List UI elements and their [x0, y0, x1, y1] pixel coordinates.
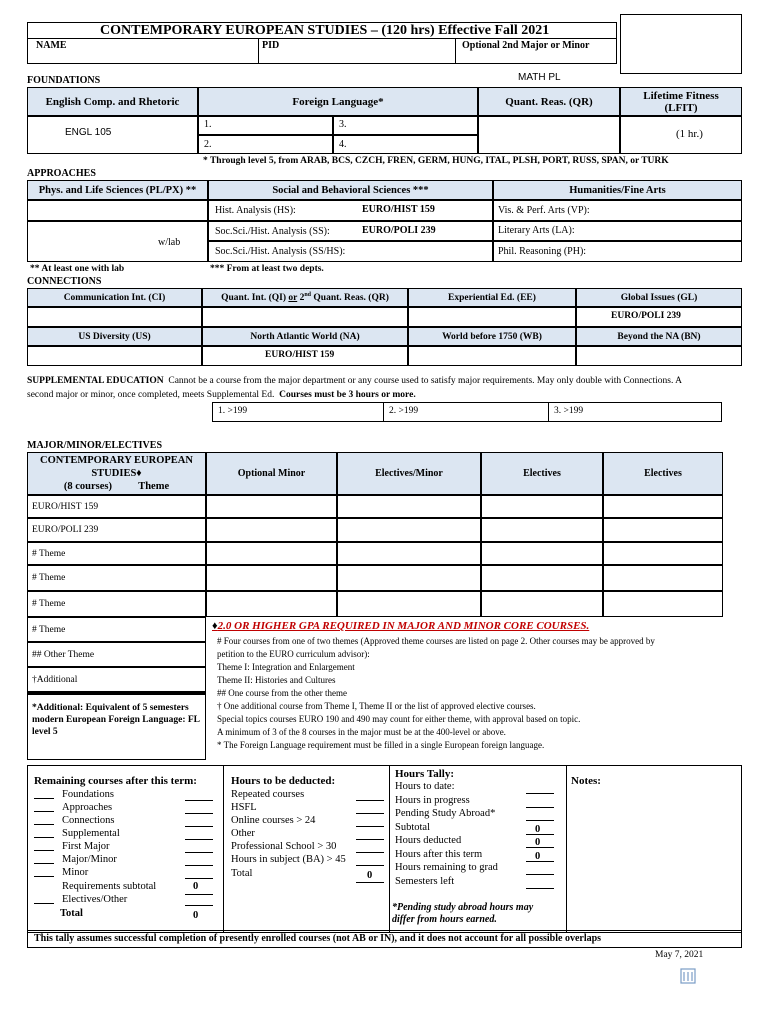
- hours-item: Hours deducted: [395, 835, 462, 846]
- gpa-note: ♦2.0 OR HIGHER GPA REQUIRED IN MAJOR AND MINOR CORE COURSES.: [212, 620, 590, 632]
- ss-label: Soc.Sci./Hist. Analysis (SS):: [215, 226, 330, 237]
- lfit-hours: (1 hr.): [676, 128, 703, 140]
- page-title: CONTEMPORARY EUROPEAN STUDIES – (120 hrs) Effective Fall 2021: [100, 23, 550, 38]
- supp-slot-3[interactable]: 3. >199: [554, 406, 584, 416]
- pending-note-2: differ from hours earned.: [392, 914, 497, 925]
- bn-header: Beyond the NA (BN): [576, 327, 742, 346]
- fl-slot-2[interactable]: 2.: [204, 139, 212, 150]
- deduct-value[interactable]: [356, 839, 384, 840]
- fl-slot-3[interactable]: 3.: [339, 119, 347, 130]
- remaining-item: Connections: [62, 815, 115, 826]
- lfit-header: Lifetime Fitness (LFIT): [620, 87, 742, 116]
- major-note-line: petition to the EURO curriculum advisor):: [217, 649, 370, 659]
- approaches-label: APPROACHES: [27, 168, 96, 179]
- remaining-item: Approaches: [62, 802, 113, 813]
- qi-header: Quant. Int. (QI) or 2nd Quant. Reas. (QR): [202, 288, 408, 307]
- electives-header-2: Electives: [603, 452, 723, 495]
- hours-item: Subtotal: [395, 821, 431, 833]
- major-row[interactable]: †Additional: [27, 667, 206, 692]
- major-slot[interactable]: [206, 495, 337, 518]
- hours-input-line[interactable]: [526, 888, 554, 889]
- optional-minor-header: Optional Minor: [206, 452, 337, 495]
- remaining-item: Supplemental: [62, 828, 120, 839]
- hs-course: EURO/HIST 159: [362, 204, 435, 215]
- ci-slot[interactable]: [27, 307, 202, 327]
- hours-input-line[interactable]: [526, 793, 554, 794]
- quant-slot[interactable]: [478, 116, 620, 154]
- deduct-value[interactable]: [356, 826, 384, 827]
- remaining-item: Foundations: [62, 789, 114, 800]
- hours-item: Hours remaining to grad: [395, 862, 498, 873]
- na-header: North Atlantic World (NA): [202, 327, 408, 346]
- hours-input-line[interactable]: [526, 847, 554, 848]
- remaining-value[interactable]: [185, 826, 213, 827]
- hours-input-line[interactable]: [526, 834, 554, 835]
- major-row[interactable]: EURO/POLI 239: [27, 518, 206, 542]
- ee-header: Experiential Ed. (EE): [408, 288, 576, 307]
- bn-slot[interactable]: [576, 346, 742, 366]
- hours-item: Hours to date:: [395, 781, 455, 792]
- deduct-item: Other: [231, 828, 255, 839]
- deduct-value[interactable]: [356, 852, 384, 853]
- major-slot[interactable]: [337, 542, 481, 565]
- connections-label: CONNECTIONS: [27, 276, 102, 287]
- major-row[interactable]: # Theme: [27, 617, 206, 642]
- major-slot[interactable]: [603, 495, 723, 518]
- major-label: MAJOR/MINOR/ELECTIVES: [27, 440, 163, 451]
- electives-header-1: Electives: [481, 452, 603, 495]
- electives-minor-header: Electives/Minor: [337, 452, 481, 495]
- hours-item: Pending Study Abroad*: [395, 808, 496, 819]
- major-note-line: † One additional course from Theme I, Theme II or the list of approved elective courses.: [217, 701, 536, 711]
- deduct-item: HSFL: [231, 802, 257, 813]
- hours-item: Hours in progress: [395, 794, 470, 806]
- gl-header: Global Issues (GL): [576, 288, 742, 307]
- ss-header: Social and Behavioral Sciences ***: [208, 180, 493, 200]
- total-label: Total: [60, 908, 83, 919]
- remaining-item: First Major: [62, 841, 110, 852]
- remaining-value[interactable]: [185, 878, 213, 879]
- hours-value: 0: [535, 837, 541, 848]
- major-note-line: Theme II: Histories and Cultures: [217, 675, 336, 685]
- tally-footer: This tally assumes successful completion of presently enrolled courses (not AB or IN), and it does not account for all possible overlaps: [34, 933, 602, 944]
- dept-note: *** From at least two depts.: [210, 264, 324, 274]
- remaining-value[interactable]: [185, 800, 213, 801]
- deduct-total-value: 0: [367, 870, 373, 881]
- supp-slot-2[interactable]: 2. >199: [389, 406, 419, 416]
- major-main-header: CONTEMPORARY EUROPEAN STUDIES♦ (8 courses) Theme: [27, 452, 206, 495]
- major-note-line: Special topics courses EURO 190 and 490 may count for either theme, with approval based on topic.: [217, 714, 581, 724]
- math-pl: MATH PL: [518, 72, 561, 83]
- remaining-item: Major/Minor: [62, 854, 117, 865]
- major-note-line: # Four courses from one of two themes (Approved theme courses are listed on page 2. Other courses may be approved by: [217, 636, 655, 646]
- pl-header: Phys. and Life Sciences (PL/PX) **: [27, 180, 208, 200]
- pending-note-1: *Pending study abroad hours may: [392, 902, 534, 913]
- major-slot[interactable]: [206, 542, 337, 565]
- remaining-item: Minor: [62, 867, 89, 878]
- major-slot[interactable]: [481, 542, 603, 565]
- major-note-line: ## One course from the other theme: [217, 688, 347, 698]
- lab-note: ** At least one with lab: [30, 264, 125, 274]
- wb-slot[interactable]: [408, 346, 576, 366]
- hours-header: Hours Tally:: [395, 768, 454, 780]
- major-slot[interactable]: [337, 495, 481, 518]
- english-header: English Comp. and Rhetoric: [27, 87, 198, 116]
- major-slot[interactable]: [206, 518, 337, 542]
- vp-label: Vis. & Perf. Arts (VP):: [498, 205, 590, 216]
- electives-other-label: Electives/Other: [62, 894, 128, 905]
- major-row[interactable]: EURO/HIST 159: [27, 495, 206, 518]
- tally-box: [27, 765, 742, 933]
- quant-header: Quant. Reas. (QR): [478, 87, 620, 116]
- major-slot[interactable]: [337, 591, 481, 617]
- notes-header: Notes:: [571, 775, 601, 787]
- supp-slot-1[interactable]: 1. >199: [218, 406, 248, 416]
- major-slot[interactable]: [603, 518, 723, 542]
- total-value: 0: [193, 910, 199, 921]
- university-logo-icon: [680, 967, 696, 985]
- remaining-value[interactable]: [185, 839, 213, 840]
- deduct-value[interactable]: [356, 865, 384, 866]
- fl-slot-1[interactable]: 1.: [204, 119, 212, 130]
- hours-input-line[interactable]: [526, 820, 554, 821]
- name-label: NAME: [36, 40, 67, 51]
- date: May 7, 2021: [655, 950, 704, 960]
- us-slot[interactable]: [27, 346, 202, 366]
- req-subtotal-value: 0: [193, 881, 199, 892]
- major-slot[interactable]: [603, 591, 723, 617]
- hours-input-line[interactable]: [526, 861, 554, 862]
- deduct-item: Repeated courses: [231, 789, 305, 800]
- major-row[interactable]: # Theme: [27, 591, 206, 617]
- additional-note: *Additional: Equivalent of 5 semesters modern European Foreign Language: FL level 5: [32, 703, 200, 737]
- la-label: Literary Arts (LA):: [498, 225, 575, 236]
- major-note-line: Theme I: Integration and Enlargement: [217, 662, 355, 672]
- deduct-item: Hours in subject (BA) > 45: [231, 854, 346, 865]
- supplemental-label: SUPPLEMENTAL EDUCATION: [27, 376, 164, 386]
- foreign-header: Foreign Language*: [198, 87, 478, 116]
- na-course: EURO/HIST 159: [265, 350, 335, 360]
- hours-item: Semesters left: [395, 875, 455, 887]
- major-slot[interactable]: [481, 518, 603, 542]
- ss-course: EURO/POLI 239: [362, 225, 436, 236]
- major-row[interactable]: # Theme: [27, 542, 206, 565]
- ph-label: Phil. Reasoning (PH):: [498, 246, 587, 257]
- electives-other-value[interactable]: [185, 905, 213, 906]
- major-slot[interactable]: [481, 495, 603, 518]
- ci-header: Communication Int. (CI): [27, 288, 202, 307]
- pid-label: PID: [262, 40, 280, 51]
- hours-value: 0: [535, 823, 541, 835]
- major-slot[interactable]: [206, 591, 337, 617]
- deduct-item: Professional School > 30: [231, 841, 337, 852]
- major-note-line: A minimum of 3 of the 8 courses in the major must be at the 400-level or above.: [217, 727, 506, 737]
- remaining-value[interactable]: [185, 865, 213, 866]
- major-slot[interactable]: [206, 565, 337, 591]
- remaining-value[interactable]: [185, 852, 213, 853]
- deduct-value[interactable]: [356, 813, 384, 814]
- us-header: US Diversity (US): [27, 327, 202, 346]
- foundations-label: FOUNDATIONS: [27, 75, 101, 86]
- photo-box: [620, 14, 742, 74]
- qi-slot[interactable]: [202, 307, 408, 327]
- major-slot[interactable]: [337, 565, 481, 591]
- optional-major-label: Optional 2nd Major or Minor: [462, 40, 590, 51]
- major-slot[interactable]: [603, 542, 723, 565]
- major-slot[interactable]: [481, 591, 603, 617]
- deduct-total-label: Total: [231, 868, 253, 879]
- gl-course: EURO/POLI 239: [611, 311, 681, 321]
- hours-input-line[interactable]: [526, 874, 554, 875]
- hum-header: Humanities/Fine Arts: [493, 180, 742, 200]
- fl-note: * Through level 5, from ARAB, BCS, CZCH, FREN, GERM, HUNG, ITAL, PLSH, PORT, RUSS, SPAN, or TURK: [203, 156, 669, 166]
- ssh-label: Soc.Sci./Hist. Analysis (SS/HS):: [215, 246, 346, 257]
- remaining-value[interactable]: [185, 813, 213, 814]
- deduct-value[interactable]: [356, 800, 384, 801]
- hours-item: Hours after this term: [395, 848, 483, 860]
- ee-slot[interactable]: [408, 307, 576, 327]
- major-row[interactable]: ## Other Theme: [27, 642, 206, 667]
- fl-slot-4[interactable]: 4.: [339, 139, 347, 150]
- major-slot[interactable]: [481, 565, 603, 591]
- major-row[interactable]: # Theme: [27, 565, 206, 591]
- req-subtotal-label: Requirements subtotal: [62, 881, 157, 892]
- engl-105: ENGL 105: [65, 127, 112, 138]
- deduct-item: Online courses > 24: [231, 815, 316, 826]
- deduct-header: Hours to be deducted:: [231, 775, 336, 787]
- hs-label: Hist. Analysis (HS):: [215, 205, 296, 216]
- hours-value: 0: [535, 850, 541, 862]
- major-slot[interactable]: [603, 565, 723, 591]
- wb-header: World before 1750 (WB): [408, 327, 576, 346]
- major-slot[interactable]: [337, 518, 481, 542]
- wlab: w/lab: [158, 237, 181, 248]
- major-note-line: * The Foreign Language requirement must be filled in a single European foreign language.: [217, 740, 545, 750]
- remaining-header: Remaining courses after this term:: [34, 775, 197, 787]
- hours-input-line[interactable]: [526, 807, 554, 808]
